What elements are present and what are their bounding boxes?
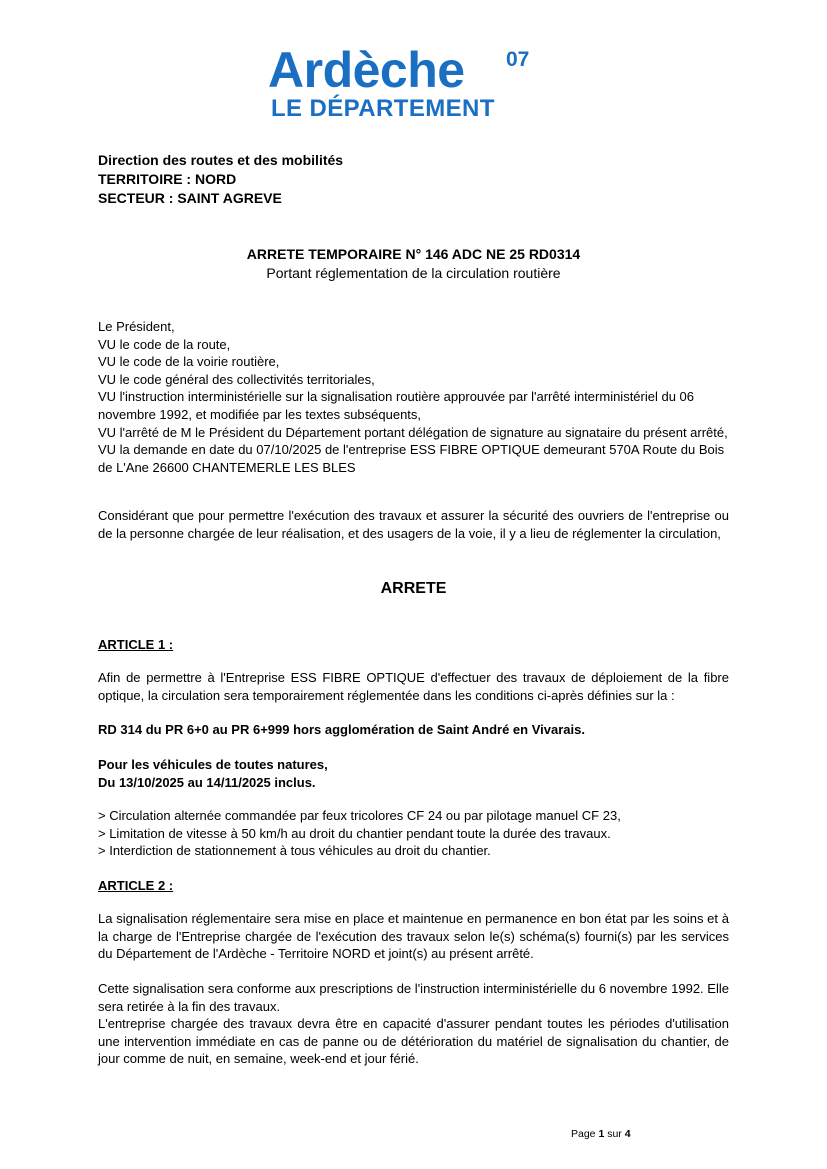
page-footer <box>571 1128 631 1140</box>
header-direction: Direction des routes et des mobilités <box>98 152 344 168</box>
page-label: Page <box>571 1128 596 1140</box>
logo-number: 07 <box>506 48 530 71</box>
page-of-label: sur <box>607 1128 622 1140</box>
preamble-line: VU le code de la route, <box>98 336 231 352</box>
logo-name: Ardèche <box>268 42 465 98</box>
preamble-line: Le Président, <box>98 319 175 334</box>
article1-vehicles: Pour les véhicules de toutes natures, <box>98 757 328 772</box>
arrete-title: ARRETE TEMPORAIRE N° 146 ADC NE 25 RD0314 <box>246 246 581 262</box>
page-number: 1 <box>598 1128 605 1140</box>
arrete-subtitle: Portant réglementation de la circulation routière <box>266 265 561 281</box>
article1-heading: ARTICLE 1 : <box>98 637 174 652</box>
measure-item: > Circulation alternée commandée par feux tricolores CF 24 ou par pilotage manuel CF 23, <box>98 808 621 823</box>
article1-dates: Du 13/10/2025 au 14/11/2025 inclus. <box>98 775 316 790</box>
logo-subtitle: LE DÉPARTEMENT <box>271 95 495 122</box>
article2-paragraph-1: La signalisation réglementaire sera mise en place et maintenue en permanence en bon état par les soins et à la charge de l'Entreprise chargée de l'exécution des travaux selon le(s) schéma(s) fourni(s) par les services du Département de l'Ardèche - Territoire NORD et joint(s) au présent arrêté. <box>98 911 729 962</box>
article2-paragraph-2: Cette signalisation sera conforme aux prescriptions de l'instruction interministérielle du 6 novembre 1992. Elle sera retirée à la fin des travaux. <box>98 981 729 1014</box>
preamble-line: VU le code de la voirie routière, <box>98 354 280 370</box>
considerant-paragraph: Considérant que pour permettre l'exécution des travaux et assurer la sécurité des ouvriers de l'entreprise ou de la personne chargée de leur réalisation, et des usagers de la voie, il y a lieu de réglementer la circulation, <box>98 508 729 541</box>
measure-item: > Interdiction de stationnement à tous véhicules au droit du chantier. <box>98 843 491 859</box>
arrete-heading: ARRETE <box>380 580 447 597</box>
article1-measures <box>98 807 729 860</box>
department-logo <box>268 42 548 124</box>
page-total: 4 <box>624 1128 631 1140</box>
header-territoire: TERRITOIRE : NORD <box>98 171 237 187</box>
measure-item: > Limitation de vitesse à 50 km/h au droit du chantier pendant toute la durée des travaux. <box>98 825 611 841</box>
preamble-line: VU l'instruction interministérielle sur la signalisation routière approuvée par l'arrêté interministériel du 06 novembre 1992, et modifiée par les textes subséquents, <box>98 389 695 422</box>
preamble-line: VU l'arrêté de M le Président du Département portant délégation de signature au signataire du présent arrêté, <box>98 424 728 440</box>
header-secteur: SECTEUR : SAINT AGREVE <box>98 190 282 206</box>
article1-intro: Afin de permettre à l'Entreprise ESS FIBRE OPTIQUE d'effectuer des travaux de déploiement de la fibre optique, la circulation sera temporairement réglementée dans les conditions ci-après définies sur la : <box>98 670 729 703</box>
preamble-line: VU le code général des collectivités territoriales, <box>98 371 375 387</box>
article2-heading: ARTICLE 2 : <box>98 878 174 893</box>
article1-location: RD 314 du PR 6+0 au PR 6+999 hors agglomération de Saint André en Vivarais. <box>98 722 585 737</box>
preamble-line: VU la demande en date du 07/10/2025 de l'entreprise ESS FIBRE OPTIQUE demeurant 570A Route du Bois de L'Ane 26600 CHANTEMERLE LES BLES <box>98 442 725 475</box>
article2-paragraph-3: L'entreprise chargée des travaux devra être en capacité d'assurer pendant toutes les périodes d'utilisation une intervention immédiate en cas de panne ou de détérioration du matériel de signalisation du chantier, de jour comme de nuit, en semaine, week-end et jour férié. <box>98 1016 729 1067</box>
preamble <box>98 318 729 476</box>
